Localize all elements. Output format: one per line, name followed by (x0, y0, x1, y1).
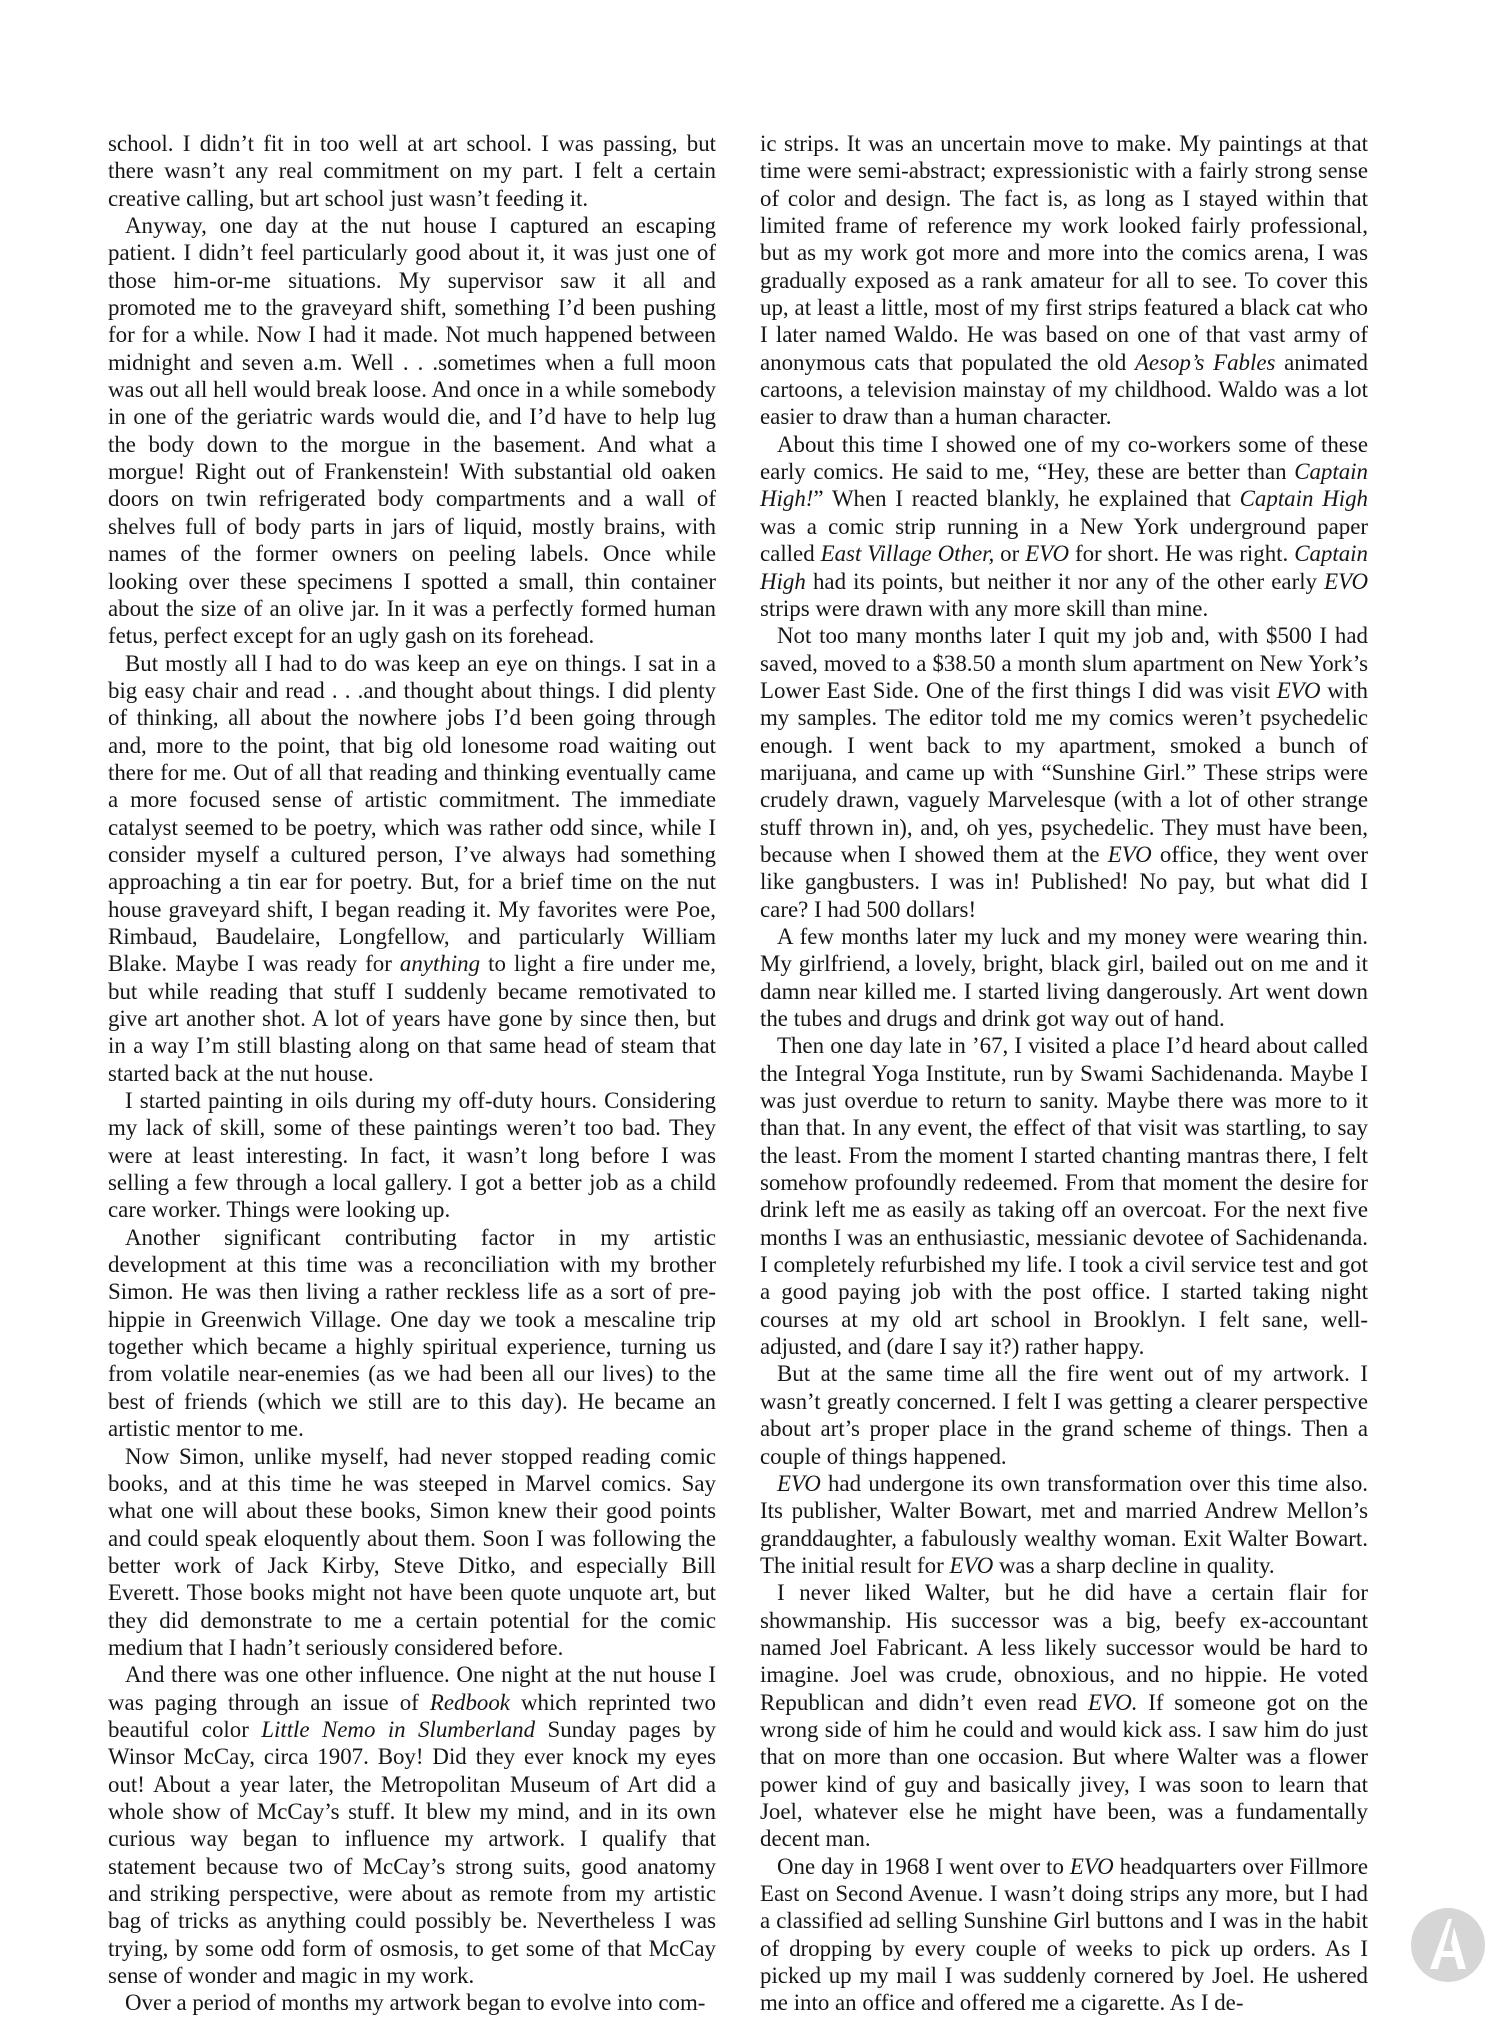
text-run: to light a fire under me, but while reading that stuff I suddenly became remotivated to give art another shot. A lot of years have gone by since then, but in a way I’m still blasting along on that same head of steam that started back at the nut house. (108, 951, 716, 1086)
text-run: had undergone its own transformation over this time also. Its publisher, Walter Bowart, met and married Andrew Mellon’s granddaughter, a fabulously wealthy woman. Exit Walter Bowart. The initial result for (760, 1470, 1368, 1578)
paragraph (760, 1470, 1368, 1579)
italic-text: EVO. (1087, 1689, 1138, 1715)
text-run: ” When I reacted blankly, he explained that (813, 486, 1240, 512)
paragraph (108, 1989, 716, 2016)
text-run: which reprinted two beautiful color (108, 1689, 716, 1742)
text-run: was a sharp decline in quality. (993, 1552, 1275, 1578)
text-run: for short. He was right. (1069, 541, 1295, 567)
italic-text: Aesop’s Fables (1134, 349, 1276, 375)
text-run: But at the same time all the fire went out of my artwork. I wasn’t greatly concerned. I felt I was getting a clearer perspective about art’s proper place in the grand scheme of things. Then a couple of things happened. (760, 1361, 1368, 1469)
text-run: Another significant contributing factor in my artistic development at this time was a reconciliation with my brother Simon. He was then living a rather reckless life as a sort of pre-hippie in Greenwich Village. One day we took a mescaline trip together which became a highly spiritual experience, turning us from volatile near-enemies (as we had been all our lives) to the best of friends (which we still are to this day). He became an artistic mentor to me. (108, 1224, 716, 1442)
left-text-column (108, 130, 716, 2017)
text-run: animated cartoons, a television mainstay of my childhood. Waldo was a lot easier to draw than a human character. (760, 349, 1368, 430)
text-run: Sunday pages by Winsor McCay, circa 1907. Boy! Did they ever knock my eyes out! About a year later, the Metropolitan Museum of Art did a whole show of McCay’s stuff. It blew my mind, and in its own curious way began to influence my artwork. I qualify that statement because two of McCay’s strong suits, good anatomy and striking perspective, were about as remote from my artistic bag of tricks as anything could possibly be. Nevertheless I was trying, by some odd form of osmosis, to get some of that McCay sense of wonder and magic in my work. (108, 1716, 716, 1989)
paragraph (108, 130, 716, 212)
paragraph (108, 1087, 716, 1224)
paragraph (760, 923, 1368, 1032)
paragraph (108, 650, 716, 1088)
text-run: A few months later my luck and my money were wearing thin. My girlfriend, a lovely, bright, black girl, bailed out on me and it damn near killed me. I started living dangerously. Art went down the tubes and drugs and drink got way out of hand. (760, 923, 1368, 1031)
italic-text: Captain High! (760, 459, 1368, 512)
italic-text: EVO (1276, 677, 1321, 703)
text-run: And there was one other influence. One night at the nut house I was paging through an issue of (108, 1662, 716, 1715)
text-run: But mostly all I had to do was keep an eye on things. I sat in a big easy chair and read . . .and thought about things. I did plenty of thinking, all about the nowhere jobs I’d been going through and, more to the point, that big old lonesome road waiting out there for me. Out of all that reading and thinking eventually came a more focused sense of artistic commitment. The immediate catalyst seemed to be poetry, which was rather odd since, while I consider myself a cultured person, I’ve always had something approaching a tin ear for poetry. But, for a brief time on the nut house graveyard shift, I began reading it. My favorites were Poe, Rimbaud, Baudelaire, Longfellow, and particularly William Blake. Maybe I was ready for (108, 650, 716, 977)
italic-text: EVO (1107, 841, 1152, 867)
italic-text: EVO (1025, 541, 1070, 567)
text-run: One day in 1968 I went over to (777, 1853, 1070, 1879)
paragraph (108, 1224, 716, 1443)
paragraph (108, 1443, 716, 1662)
italic-text: Redbook (429, 1689, 510, 1715)
italic-text: EVO (1324, 568, 1368, 594)
paragraph (760, 1579, 1368, 1852)
text-run: strips were drawn with any more skill than mine. (760, 595, 1209, 621)
text-run: Not too many months later I quit my job and, with $500 I had saved, moved to a $38.50 a month slum apartment on New York’s Lower East Side. One of the first things I did was visit (760, 623, 1368, 703)
text-run: headquarters over Fillmore East on Second Avenue. I wasn’t doing strips any more, but I had a classified ad selling Sunshine Girl buttons and I was in the habit of dropping by every couple of weeks to pick up orders. As I picked up my mail I was suddenly cornered by Joel. He ushered me into an office and offered me a cigarette. As I de- (760, 1853, 1368, 2016)
text-run: If someone got on the wrong side of him he could and would kick ass. I saw him do just that on more than one occasion. But where Walter was a flower power kind of guy and basically jivey, I was soon to learn that Joel, whatever else he might have been, was a fundamentally decent man. (760, 1689, 1368, 1852)
text-run: or (994, 541, 1026, 567)
text-run: I never liked Walter, but he did have a certain flair for showmanship. His successor was a big, beefy ex-accountant named Joel Fabricant. A less likely successor would be hard to imagine. Joel was crude, obnoxious, and no hippie. He voted Republican and didn’t even read (760, 1580, 1368, 1715)
paragraph (760, 1032, 1368, 1360)
paragraph (760, 622, 1368, 923)
italic-text: Little Nemo in Slumberland (261, 1716, 536, 1742)
paragraph (108, 212, 716, 650)
text-run: had its points, but neither it nor any of the other early (805, 568, 1325, 594)
watermark-logo-icon (1408, 1905, 1488, 1985)
text-run: Then one day late in ’67, I visited a place I’d heard about called the Integral Yoga Institute, run by Swami Sachidenanda. Maybe I was just overdue to return to sanity. Maybe there was more to it than that. In any event, the effect of that visit was startling, to say the least. From the moment I started chanting mantras there, I felt somehow profoundly redeemed. From that moment the desire for drink left me as easily as taking off an overcoat. For the next five months I was an enthusiastic, messianic devotee of Sachidenanda. I completely refurbished my life. I took a civil service test and got a good paying job with the post office. I started taking night courses at my old art school in Brooklyn. I felt sane, well-adjusted, and (dare I say it?) rather happy. (760, 1033, 1368, 1360)
text-run: Over a period of months my artwork began to evolve into com- (125, 1990, 706, 2016)
italic-text: EVO (777, 1470, 821, 1496)
paragraph (760, 431, 1368, 622)
paragraph (108, 1661, 716, 1989)
text-run: was a comic strip running in a New York underground paper called (760, 513, 1368, 567)
text-run: About this time I showed one of my co-workers some of these early comics. He said to me, “Hey, these are better than (760, 431, 1368, 485)
text-run: with my samples. The editor told me my comics weren’t psychedelic enough. I went back to my apartment, smoked a bunch of marijuana, and came up with “Sunshine Girl.” These strips were crudely drawn, vaguely Marvelesque (with a lot of other strange stuff thrown in), and, oh yes, psychedelic. They must have been, because when I showed them at the (760, 677, 1368, 867)
paragraph (760, 1853, 1368, 2017)
text-run: school. I didn’t fit in too well at art school. I was passing, but there wasn’t any real commitment on my part. I felt a certain creative calling, but art school just wasn’t feeding it. (108, 131, 716, 211)
italic-text: East Village Other, (820, 541, 995, 567)
text-run: Now Simon, unlike myself, had never stopped reading comic books, and at this time he was steeped in Marvel comics. Say what one will about these books, Simon knew their good points and could speak eloquently about them. Soon I was following the better work of Jack Kirby, Steve Ditko, and especially Bill Everett. Those books might not have been quote unquote art, but they did demonstrate to me a certain potential for the comic medium that I hadn’t seriously considered before. (108, 1443, 716, 1660)
text-run: I started painting in oils during my off-duty hours. Considering my lack of skill, some of these paintings weren’t too bad. They were at least interesting. In fact, it wasn’t long before I was selling a few through a local gallery. I got a better job as a child care worker. Things were looking up. (108, 1088, 716, 1223)
right-text-column (760, 130, 1368, 2017)
italic-text: Captain High (760, 541, 1368, 594)
text-run: office, they went over like gangbusters. I was in! Published! No pay, but what did I care? I had 500 dollars! (760, 841, 1368, 922)
text-run: Anyway, one day at the nut house I captured an escaping patient. I didn’t feel particularly good about it, it was just one of those him-or-me situations. My supervisor saw it all and promoted me to the graveyard shift, something I’d been pushing for for a while. Now I had it made. Not much happened between midnight and seven a.m. Well . . .sometimes when a full moon was out all hell would break loose. And once in a while somebody in one of the geriatric wards would die, and I’d have to help lug the body down to the morgue in the basement. And what a morgue! Right out of Frankenstein! With substantial old oaken doors on twin refrigerated body compartments and a wall of shelves full of body parts in jars of liquid, mostly brains, with names of the former owners on peeling labels. Once while looking over these specimens I spotted a small, thin container about the size of an olive jar. In it was a perfectly formed human fetus, perfect except for an ugly gash on its forehead. (108, 213, 716, 649)
text-run: ic strips. It was an uncertain move to make. My paintings at that time were semi-abstract; expressionistic with a fairly strong sense of color and design. The fact is, as long as I stayed within that limited frame of reference my work looked fairly professional, but as my work got more and more into the comics arena, I was gradually exposed as a rank amateur for all to see. To cover this up, at least a little, most of my first strips featured a black cat who I later named Waldo. He was based on one of that vast army of anonymous cats that populated the old (760, 131, 1368, 375)
paragraph (760, 130, 1368, 431)
italic-text: anything (399, 951, 481, 977)
italic-text: EVO (1069, 1853, 1114, 1879)
italic-text: EVO (949, 1552, 994, 1578)
paragraph (760, 1360, 1368, 1469)
italic-text: Captain High (1239, 486, 1368, 512)
